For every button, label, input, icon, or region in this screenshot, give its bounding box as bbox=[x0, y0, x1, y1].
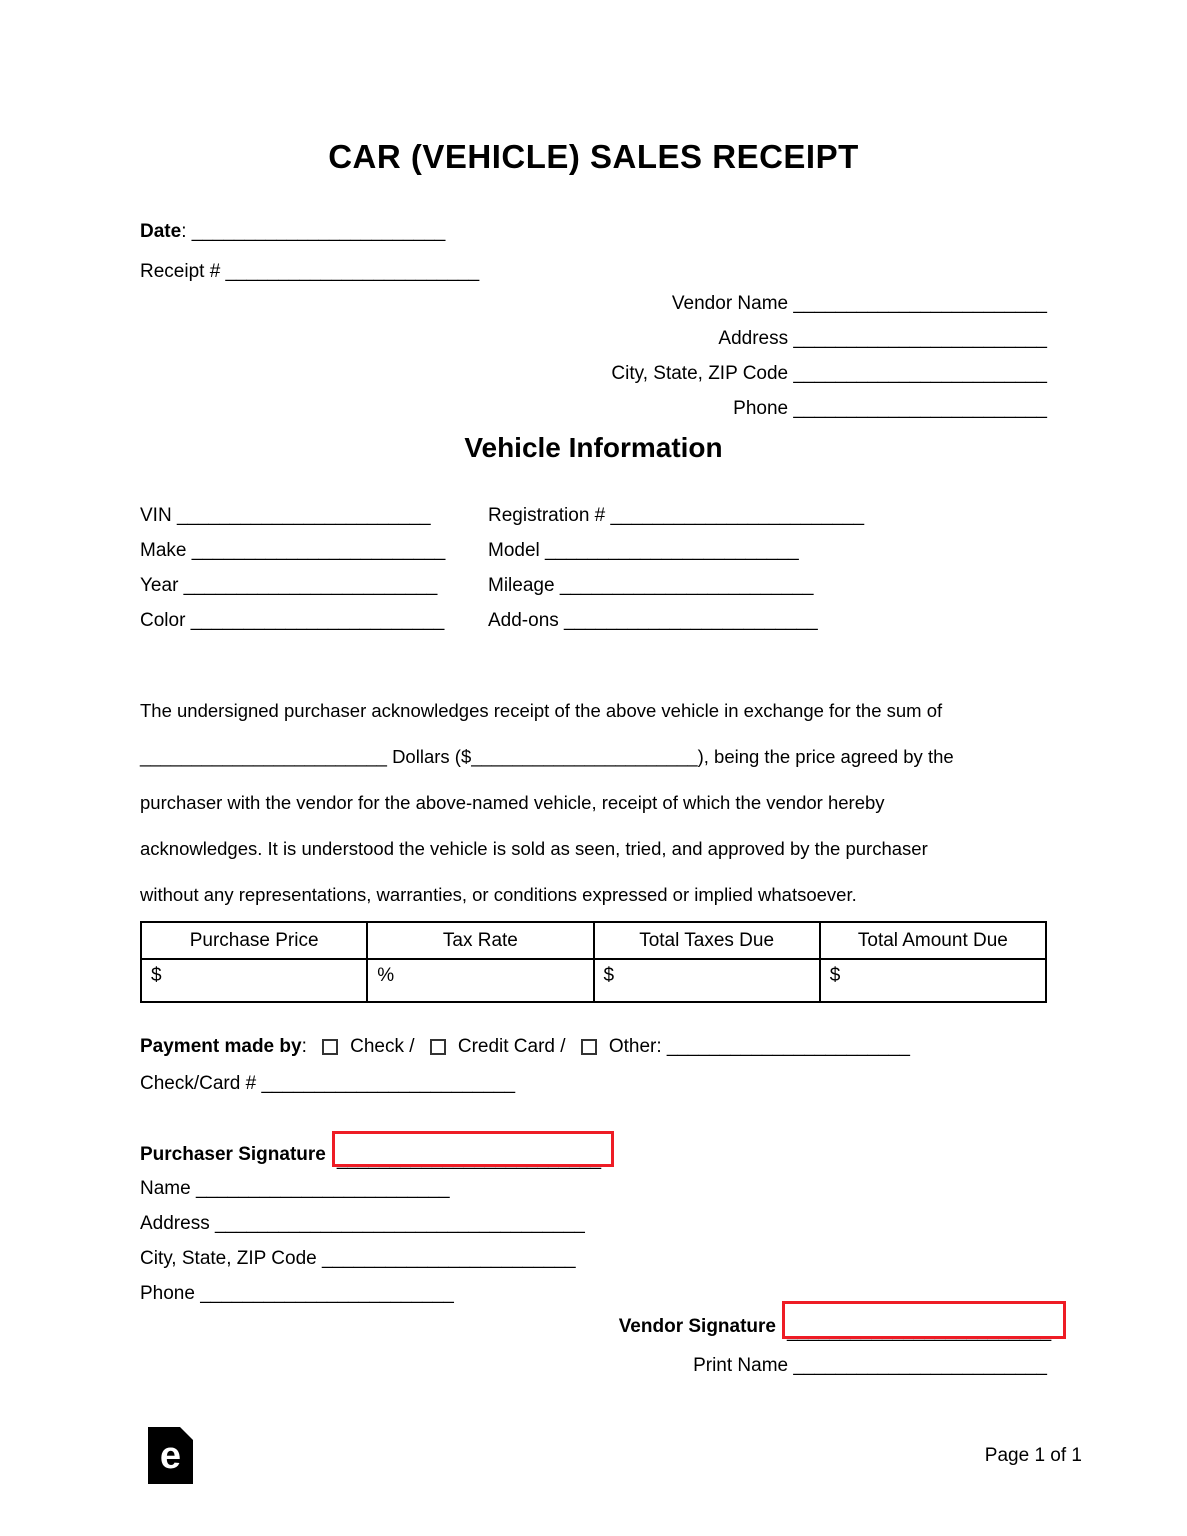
purchaser-phone-line bbox=[140, 1276, 585, 1311]
agreement-paragraph bbox=[140, 688, 954, 918]
purchaser-city-state-zip-blank: ________________________ bbox=[321, 1248, 576, 1269]
vin-blank: ________________________ bbox=[176, 505, 431, 526]
receipt-number-line bbox=[140, 252, 479, 292]
check-card-number-line bbox=[140, 1065, 910, 1102]
agreement-line-3: purchaser with the vendor for the above-named vehicle, receipt of which the vendor hereby bbox=[140, 792, 885, 813]
addons-blank: ________________________ bbox=[564, 610, 818, 631]
vin-label: VIN bbox=[140, 505, 177, 526]
vendor-name-blank: ________________________ bbox=[793, 293, 1047, 314]
vendor-city-state-zip-blank: ________________________ bbox=[793, 363, 1047, 384]
registration-label: Registration # bbox=[488, 505, 611, 526]
model-label: Model bbox=[488, 540, 546, 561]
vendor-city-state-zip-label: City, State, ZIP Code bbox=[611, 363, 794, 384]
table-header-purchase-price: Purchase Price bbox=[141, 922, 367, 959]
date-line bbox=[140, 212, 479, 252]
check-card-number-label: Check/Card # bbox=[140, 1073, 262, 1094]
price-table bbox=[140, 921, 1047, 1003]
purchaser-signature-field[interactable] bbox=[332, 1131, 614, 1170]
purchaser-signature-row bbox=[140, 1131, 614, 1170]
table-header-tax-rate: Tax Rate bbox=[367, 922, 593, 959]
year-blank: ________________________ bbox=[183, 575, 438, 596]
vendor-phone-blank: ________________________ bbox=[793, 398, 1047, 419]
vendor-print-name-line bbox=[693, 1348, 1047, 1383]
purchaser-address-label: Address bbox=[140, 1213, 215, 1234]
vendor-print-name-blank: ________________________ bbox=[793, 1355, 1047, 1376]
vendor-name-line bbox=[611, 286, 1047, 321]
vendor-address-blank: ________________________ bbox=[793, 328, 1047, 349]
vendor-phone-label: Phone bbox=[733, 398, 794, 419]
payment-made-by-separator: : bbox=[301, 1036, 313, 1057]
document-title: CAR (VEHICLE) SALES RECEIPT bbox=[328, 138, 859, 175]
vin-line bbox=[140, 498, 445, 533]
purchaser-city-state-zip-label: City, State, ZIP Code bbox=[140, 1248, 322, 1269]
receipt-number-label: Receipt # bbox=[140, 261, 226, 282]
purchaser-name-line bbox=[140, 1171, 585, 1206]
credit-card-checkbox[interactable] bbox=[430, 1039, 446, 1055]
mileage-line bbox=[488, 568, 864, 603]
payment-made-by-label: Payment made by bbox=[140, 1036, 302, 1057]
vendor-info-fields bbox=[611, 286, 1047, 426]
make-label: Make bbox=[140, 540, 192, 561]
payment-method-line bbox=[140, 1028, 910, 1065]
vendor-signature-blank: _________________________ bbox=[787, 1321, 1052, 1342]
vendor-signature-row bbox=[618, 1301, 1066, 1342]
purchaser-address-blank: ___________________________________ bbox=[214, 1213, 585, 1234]
check-card-number-blank: ________________________ bbox=[261, 1073, 516, 1094]
eforms-logo-icon bbox=[148, 1427, 193, 1484]
vehicle-information-heading: Vehicle Information bbox=[464, 432, 723, 463]
total-amount-due-cell: $ bbox=[820, 959, 1046, 1002]
agreement-line-2: ________________________ Dollars ($______________________), being the price agreed by the bbox=[140, 746, 954, 767]
check-option-label: Check / bbox=[350, 1036, 420, 1057]
make-line bbox=[140, 533, 445, 568]
price-table-header-row bbox=[141, 922, 1046, 959]
addons-line bbox=[488, 603, 864, 638]
color-blank: ________________________ bbox=[190, 610, 445, 631]
purchaser-name-blank: ________________________ bbox=[195, 1178, 450, 1199]
agreement-line-4: acknowledges. It is understood the vehicle is sold as seen, tried, and approved by the purchaser bbox=[140, 838, 928, 859]
mileage-label: Mileage bbox=[488, 575, 560, 596]
purchase-price-cell: $ bbox=[141, 959, 367, 1002]
vendor-address-line bbox=[611, 321, 1047, 356]
purchaser-signature-label: Purchaser Signature bbox=[140, 1144, 326, 1165]
check-checkbox[interactable] bbox=[322, 1039, 338, 1055]
vendor-phone-line bbox=[611, 391, 1047, 426]
agreement-line-1: The undersigned purchaser acknowledges receipt of the above vehicle in exchange for the sum of bbox=[140, 700, 943, 721]
addons-label: Add-ons bbox=[488, 610, 565, 631]
color-line bbox=[140, 603, 445, 638]
purchaser-city-state-zip-line bbox=[140, 1241, 585, 1276]
year-label: Year bbox=[140, 575, 184, 596]
color-label: Color bbox=[140, 610, 191, 631]
year-line bbox=[140, 568, 445, 603]
purchaser-phone-blank: ________________________ bbox=[200, 1283, 454, 1304]
agreement-line-5: without any representations, warranties, or conditions expressed or implied whatsoever. bbox=[140, 884, 857, 905]
eforms-logo-letter: e bbox=[159, 1435, 182, 1477]
price-table-value-row bbox=[141, 959, 1046, 1002]
model-line bbox=[488, 533, 864, 568]
date-label: Date bbox=[140, 221, 182, 242]
purchaser-signature-blank: _________________________ bbox=[336, 1149, 602, 1170]
vehicle-fields-right-column bbox=[488, 498, 864, 638]
other-option-label: Other: bbox=[608, 1036, 667, 1057]
vendor-print-name-label: Print Name bbox=[693, 1355, 794, 1376]
date-separator: : bbox=[181, 221, 192, 242]
purchaser-name-label: Name bbox=[140, 1178, 196, 1199]
receipt-number-blank: ________________________ bbox=[225, 261, 480, 282]
vehicle-fields-left-column bbox=[140, 498, 445, 638]
table-header-total-taxes-due: Total Taxes Due bbox=[594, 922, 820, 959]
total-taxes-due-cell: $ bbox=[594, 959, 820, 1002]
purchaser-address-line bbox=[140, 1206, 585, 1241]
vendor-signature-label: Vendor Signature bbox=[618, 1316, 776, 1337]
page-number: Page 1 of 1 bbox=[984, 1445, 1082, 1466]
vendor-name-label: Vendor Name bbox=[671, 293, 794, 314]
date-blank: ________________________ bbox=[191, 221, 446, 242]
tax-rate-cell: % bbox=[367, 959, 593, 1002]
purchaser-info-fields bbox=[140, 1171, 585, 1311]
mileage-blank: ________________________ bbox=[559, 575, 814, 596]
payment-section bbox=[140, 1028, 910, 1102]
registration-blank: ________________________ bbox=[610, 505, 865, 526]
model-blank: ________________________ bbox=[545, 540, 799, 561]
vendor-address-label: Address bbox=[718, 328, 794, 349]
vendor-signature-field[interactable] bbox=[782, 1301, 1066, 1342]
vendor-city-state-zip-line bbox=[611, 356, 1047, 391]
table-header-total-amount-due: Total Amount Due bbox=[820, 922, 1046, 959]
purchaser-phone-label: Phone bbox=[140, 1283, 201, 1304]
make-blank: ________________________ bbox=[191, 540, 446, 561]
other-blank: _______________________ bbox=[666, 1036, 910, 1057]
credit-card-option-label: Credit Card / bbox=[457, 1036, 571, 1057]
registration-line bbox=[488, 498, 864, 533]
other-checkbox[interactable] bbox=[581, 1039, 597, 1055]
header-fields bbox=[140, 212, 479, 292]
